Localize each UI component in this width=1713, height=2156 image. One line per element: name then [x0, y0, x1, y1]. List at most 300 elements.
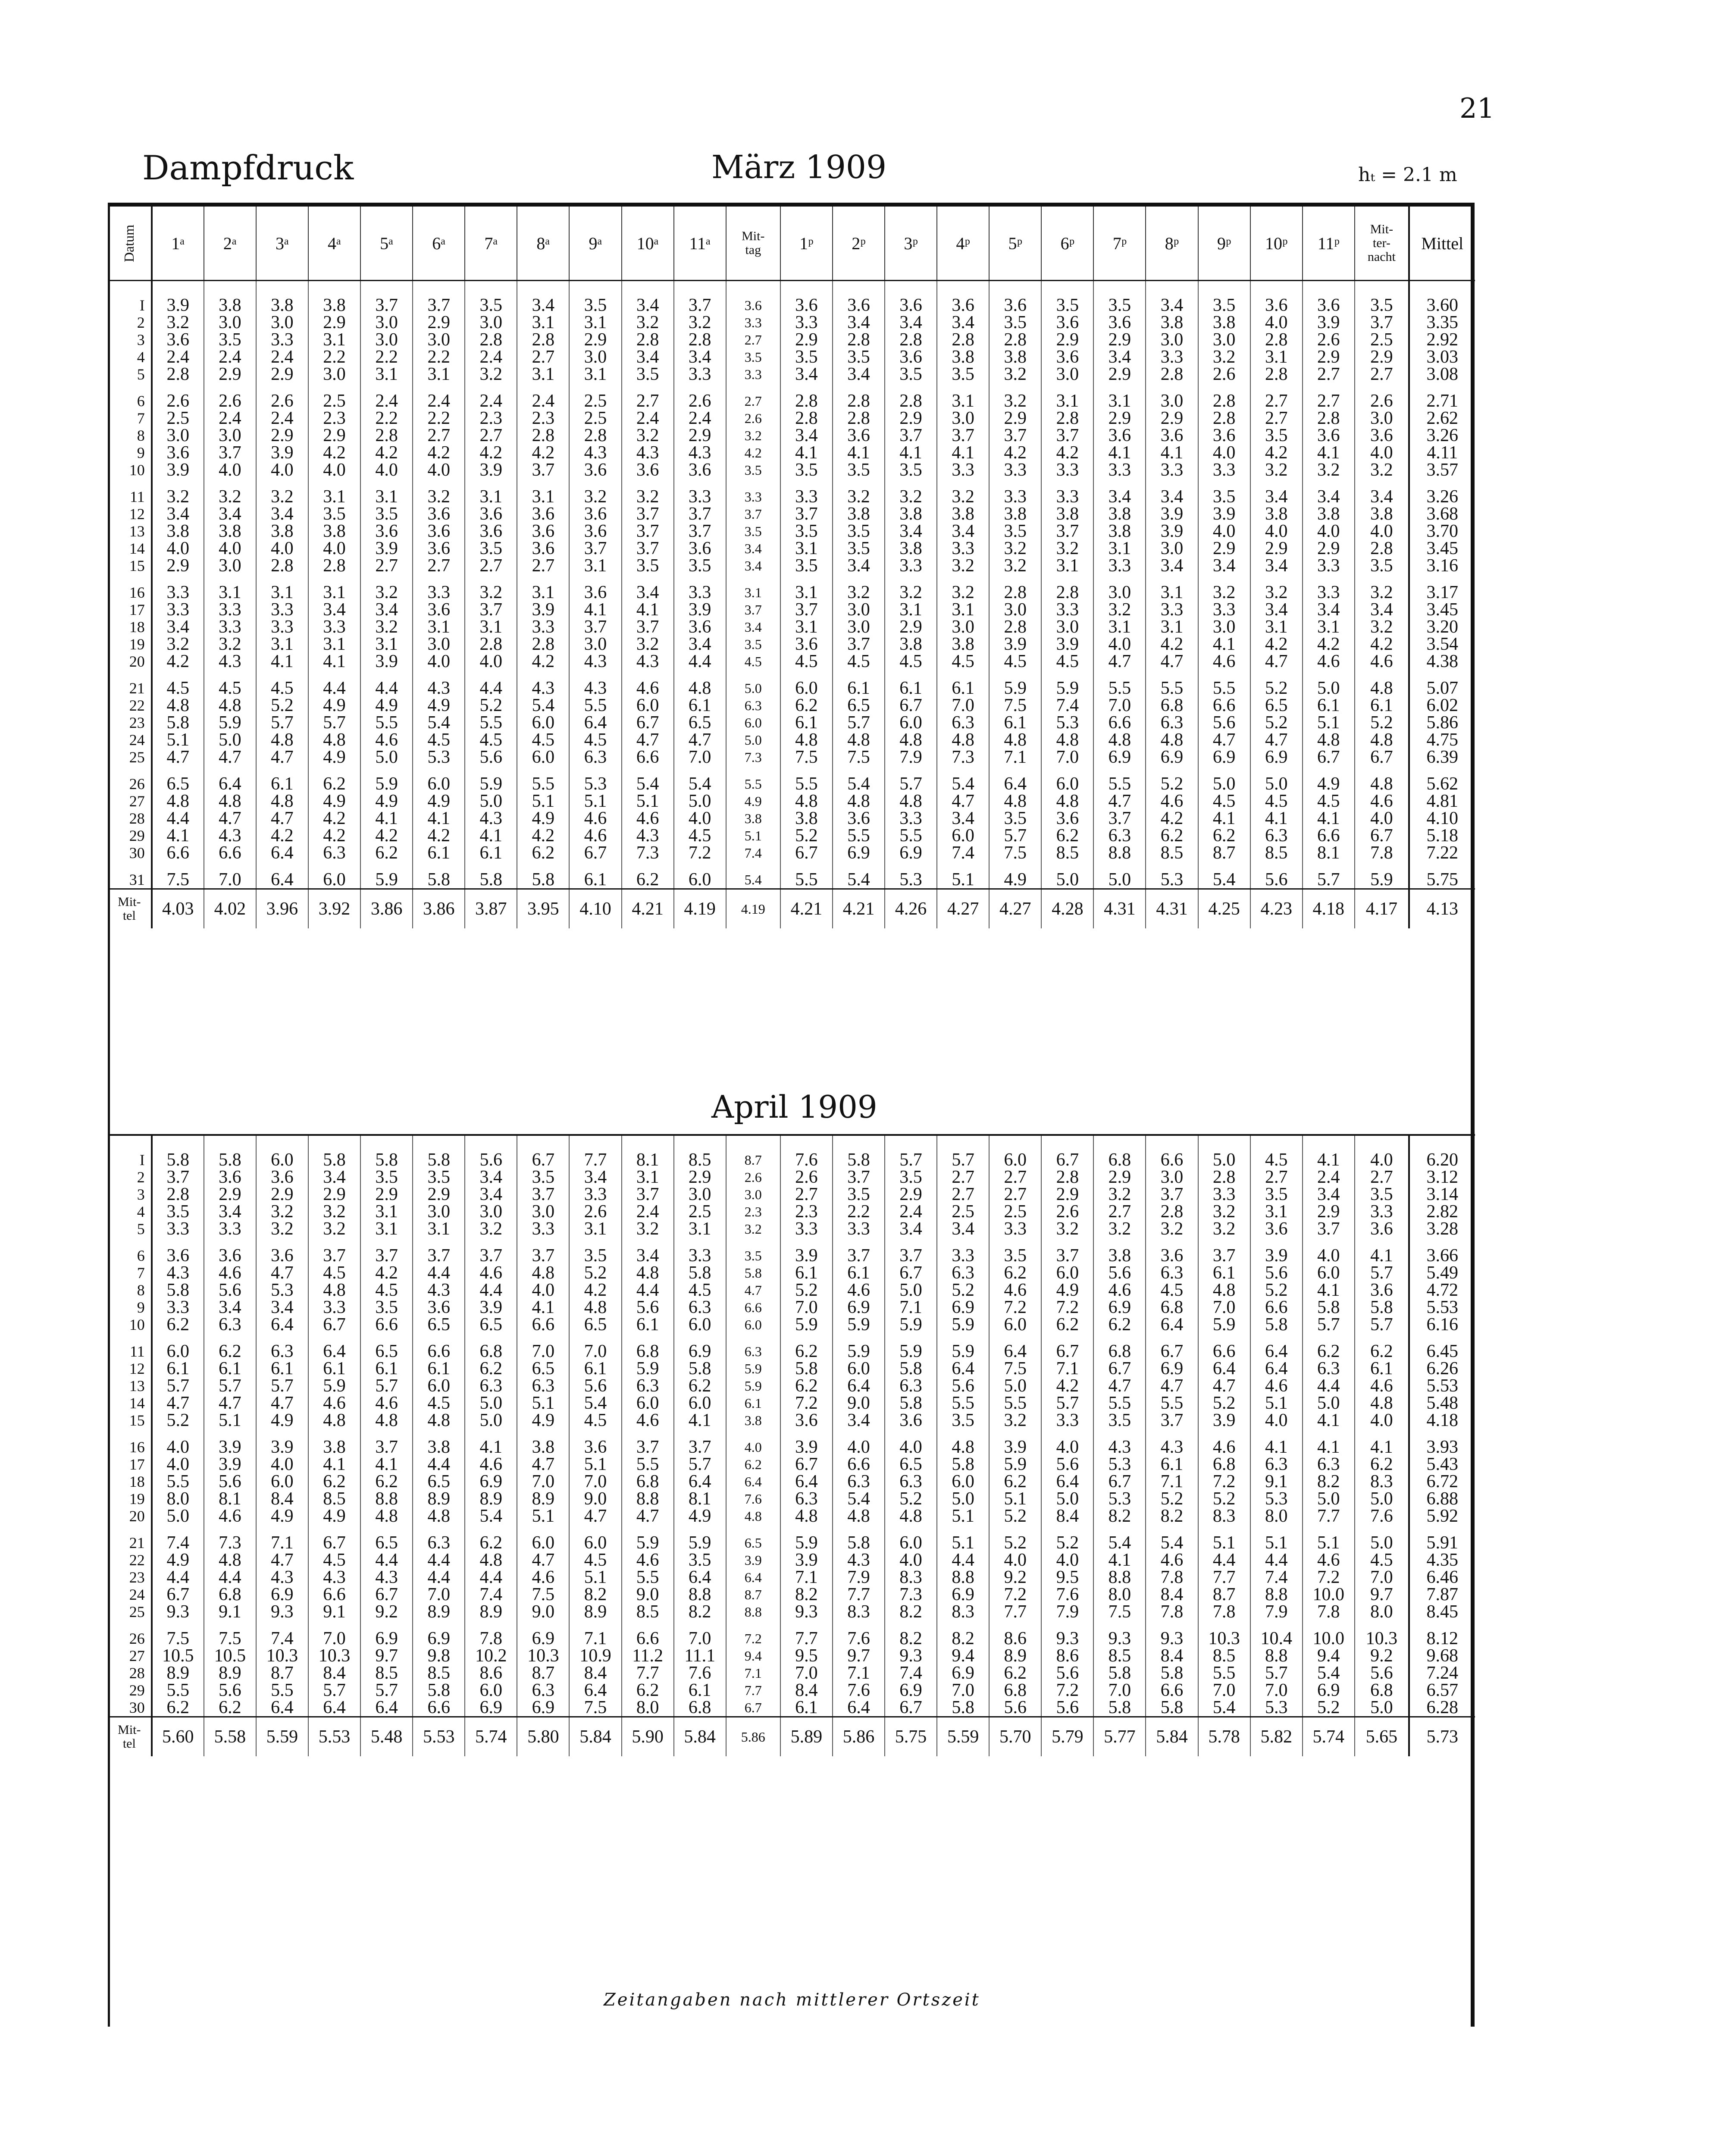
value-cell: 7.8 — [465, 1620, 517, 1647]
value-cell: 9.1 — [204, 1603, 256, 1620]
value-cell: 4.4 — [413, 1264, 465, 1282]
value-cell: 6.8 — [1093, 1135, 1146, 1169]
value-cell: 5.8 — [1303, 1299, 1355, 1316]
value-cell: 5.9 — [308, 1377, 360, 1395]
value-cell: 10.5 — [152, 1647, 204, 1664]
value-cell: 3.7 — [1303, 1220, 1355, 1238]
value-cell: 3.7 — [465, 601, 517, 618]
value-cell: 4.0 — [1250, 523, 1303, 540]
value-cell: 6.1 — [780, 1264, 833, 1282]
value-cell: 3.2 — [989, 366, 1041, 383]
value-cell: 3.2 — [1303, 461, 1355, 479]
day-mean-cell: 6.16 — [1426, 1316, 1458, 1333]
value-cell: 6.4 — [726, 1569, 780, 1586]
value-cell: 3.8 — [937, 505, 989, 523]
value-cell: 2.6 — [1041, 1203, 1093, 1220]
value-cell: 4.0 — [674, 810, 726, 827]
value-cell: 5.9 — [833, 1316, 885, 1333]
value-cell: 3.9 — [204, 1429, 256, 1456]
value-cell: 3.3 — [1041, 461, 1093, 479]
value-cell: 3.1 — [308, 479, 360, 505]
value-cell: 7.3 — [726, 749, 780, 766]
value-cell: 4.1 — [1198, 636, 1250, 653]
value-cell: 7.3 — [622, 844, 674, 862]
value-cell: 5.7 — [360, 1682, 413, 1699]
value-cell: 5.0 — [1198, 766, 1250, 793]
value-cell: 6.2 — [1303, 1333, 1355, 1360]
value-cell: 5.4 — [1198, 1699, 1250, 1717]
value-cell: 3.5 — [517, 1169, 569, 1186]
value-cell: 7.0 — [937, 697, 989, 714]
value-cell: 5.8 — [1355, 1299, 1409, 1316]
value-cell: 3.8 — [1041, 505, 1093, 523]
mittel-header: Mittel — [1409, 207, 1475, 281]
value-cell: 4.8 — [833, 793, 885, 810]
value-cell: 4.1 — [1303, 1282, 1355, 1299]
value-cell: 3.5 — [1093, 1412, 1146, 1429]
table-row — [108, 505, 1475, 523]
value-cell: 3.1 — [256, 636, 308, 653]
value-cell: 8.8 — [1250, 1647, 1303, 1664]
value-cell: 3.7 — [833, 636, 885, 653]
value-cell: 6.5 — [360, 1333, 413, 1360]
table-row — [108, 1377, 1475, 1395]
value-cell: 3.3 — [989, 479, 1041, 505]
value-cell: 3.1 — [1093, 618, 1146, 636]
value-cell: 3.6 — [152, 1238, 204, 1264]
value-cell: 8.8 — [1093, 1569, 1146, 1586]
value-cell: 3.4 — [937, 314, 989, 331]
value-cell: 3.2 — [833, 574, 885, 601]
value-cell: 5.0 — [1303, 1395, 1355, 1412]
value-cell: 3.4 — [937, 1220, 989, 1238]
value-cell: 5.8 — [1146, 1699, 1198, 1717]
value-cell: 3.0 — [308, 366, 360, 383]
value-cell: 3.0 — [1041, 366, 1093, 383]
value-cell: 5.4 — [833, 862, 885, 889]
value-cell: 6.9 — [1198, 749, 1250, 766]
value-cell: 5.4 — [674, 766, 726, 793]
value-cell: 3.0 — [569, 348, 621, 366]
value-cell: 5.5 — [1198, 1664, 1250, 1682]
value-cell: 6.0 — [885, 1525, 937, 1551]
value-cell: 6.2 — [1355, 1333, 1409, 1360]
value-cell: 3.8 — [1355, 505, 1409, 523]
value-cell: 2.4 — [465, 348, 517, 366]
value-cell: 8.9 — [413, 1490, 465, 1507]
value-cell: 3.7 — [413, 1238, 465, 1264]
value-cell: 6.2 — [204, 1333, 256, 1360]
value-cell: 6.8 — [674, 1699, 726, 1717]
value-cell: 3.4 — [833, 557, 885, 574]
value-cell: 3.9 — [674, 601, 726, 618]
value-cell: 10.3 — [308, 1647, 360, 1664]
value-cell: 5.0 — [1041, 862, 1093, 889]
value-cell: 4.1 — [360, 1456, 413, 1473]
value-cell: 3.7 — [1355, 314, 1409, 331]
value-cell: 5.1 — [204, 1412, 256, 1429]
value-cell: 4.8 — [780, 793, 833, 810]
value-cell: 2.7 — [413, 427, 465, 444]
value-cell: 6.2 — [780, 1377, 833, 1395]
table-row — [108, 766, 1475, 793]
value-cell: 3.5 — [989, 1238, 1041, 1264]
value-cell: 7.8 — [1303, 1603, 1355, 1620]
value-cell: 6.2 — [1041, 827, 1093, 844]
value-cell: 3.4 — [622, 574, 674, 601]
value-cell: 8.0 — [152, 1490, 204, 1507]
value-cell: 4.4 — [465, 1282, 517, 1299]
value-cell: 6.7 — [622, 714, 674, 731]
value-cell: 3.2 — [308, 1203, 360, 1220]
value-cell: 4.5 — [308, 1264, 360, 1282]
value-cell: 3.2 — [622, 636, 674, 653]
value-cell: 6.1 — [780, 714, 833, 731]
day-cell: 28 — [108, 810, 152, 827]
value-cell: 2.9 — [256, 366, 308, 383]
value-cell: 3.8 — [1146, 314, 1198, 331]
value-cell: 5.2 — [780, 827, 833, 844]
value-cell: 3.3 — [937, 540, 989, 557]
value-cell: 6.7 — [1355, 827, 1409, 844]
day-mean-cell: 5.07 — [1426, 678, 1458, 697]
value-cell: 5.4 — [1198, 862, 1250, 889]
value-cell: 6.1 — [833, 1264, 885, 1282]
value-cell: 3.3 — [674, 479, 726, 505]
value-cell: 2.8 — [937, 331, 989, 348]
value-cell: 7.5 — [989, 1360, 1041, 1377]
value-cell: 4.8 — [1303, 731, 1355, 749]
value-cell: 10.2 — [465, 1647, 517, 1664]
value-cell: 4.4 — [413, 1569, 465, 1586]
value-cell: 4.1 — [1355, 1429, 1409, 1456]
value-cell: 3.8 — [989, 505, 1041, 523]
value-cell: 3.9 — [1303, 314, 1355, 331]
hour-mean-cell: 4.03 — [152, 889, 204, 929]
value-cell: 5.8 — [1250, 1316, 1303, 1333]
table-row — [108, 383, 1475, 410]
hour-mean-cell: 5.77 — [1093, 1717, 1146, 1757]
value-cell: 3.6 — [569, 523, 621, 540]
value-cell: 4.5 — [1250, 793, 1303, 810]
value-cell: 3.6 — [569, 505, 621, 523]
value-cell: 4.8 — [256, 731, 308, 749]
value-cell: 2.9 — [1355, 348, 1409, 366]
hour-mean-cell: 5.84 — [569, 1717, 621, 1757]
value-cell: 3.2 — [937, 479, 989, 505]
value-cell: 7.2 — [989, 1299, 1041, 1316]
hour-mean-cell: 5.59 — [256, 1717, 308, 1757]
table-row — [108, 348, 1475, 366]
value-cell: 5.0 — [1303, 1490, 1355, 1507]
value-cell: 7.0 — [1355, 1569, 1409, 1586]
value-cell: 6.1 — [989, 714, 1041, 731]
value-cell: 3.1 — [1250, 1203, 1303, 1220]
value-cell: 4.5 — [152, 670, 204, 697]
table-row — [108, 601, 1475, 618]
value-cell: 5.8 — [308, 1135, 360, 1169]
value-cell: 6.6 — [413, 1699, 465, 1717]
value-cell: 6.9 — [937, 1664, 989, 1682]
value-cell: 8.4 — [1146, 1647, 1198, 1664]
value-cell: 8.2 — [569, 1586, 621, 1603]
value-cell: 2.4 — [152, 348, 204, 366]
value-cell: 5.3 — [885, 862, 937, 889]
value-cell: 5.5 — [152, 1473, 204, 1490]
value-cell: 3.5 — [885, 461, 937, 479]
value-cell: 4.6 — [465, 1456, 517, 1473]
value-cell: 6.5 — [360, 1525, 413, 1551]
day-mean-cell: 4.81 — [1426, 793, 1458, 810]
hour-header: 9ᵃ — [569, 207, 621, 281]
table-row — [108, 1412, 1475, 1429]
value-cell: 3.4 — [885, 314, 937, 331]
value-cell: 7.0 — [780, 1299, 833, 1316]
value-cell: 4.4 — [465, 1569, 517, 1586]
value-cell: 10.3 — [1355, 1620, 1409, 1647]
hour-mean-cell: 3.96 — [256, 889, 308, 929]
value-cell: 3.9 — [726, 1551, 780, 1569]
day-cell: 29 — [108, 827, 152, 844]
day-cell: 12 — [108, 1360, 152, 1377]
value-cell: 6.9 — [885, 1682, 937, 1699]
value-cell: 3.3 — [674, 574, 726, 601]
value-cell: 6.6 — [1303, 827, 1355, 844]
day-mean-cell: 7.22 — [1426, 844, 1458, 862]
value-cell: 6.8 — [1146, 1299, 1198, 1316]
value-cell: 4.0 — [1355, 1135, 1409, 1169]
value-cell: 5.2 — [1146, 1490, 1198, 1507]
value-cell: 7.2 — [1041, 1299, 1093, 1316]
day-cell: 23 — [108, 714, 152, 731]
value-cell: 3.8 — [1093, 505, 1146, 523]
value-cell: 8.2 — [1146, 1507, 1198, 1525]
hour-mean-cell: 4.10 — [569, 889, 621, 929]
value-cell: 3.5 — [1355, 557, 1409, 574]
value-cell: 3.8 — [937, 348, 989, 366]
value-cell: 6.0 — [413, 766, 465, 793]
value-cell: 5.5 — [569, 697, 621, 714]
hour-mean-cell: 4.02 — [204, 889, 256, 929]
value-cell: 4.8 — [308, 731, 360, 749]
value-cell: 3.4 — [622, 1238, 674, 1264]
value-cell: 6.4 — [833, 1377, 885, 1395]
value-cell: 6.7 — [1303, 749, 1355, 766]
value-cell: 10.3 — [517, 1647, 569, 1664]
value-cell: 3.8 — [726, 1412, 780, 1429]
value-cell: 4.1 — [413, 810, 465, 827]
day-cell: 21 — [108, 1525, 152, 1551]
value-cell: 5.7 — [204, 1377, 256, 1395]
header-row — [108, 207, 1475, 281]
value-cell: 5.6 — [204, 1282, 256, 1299]
value-cell: 3.3 — [256, 618, 308, 636]
value-cell: 4.0 — [256, 461, 308, 479]
value-cell: 4.8 — [152, 697, 204, 714]
value-cell: 4.0 — [1355, 1412, 1409, 1429]
day-mean-cell: 5.49 — [1426, 1264, 1458, 1282]
day-mean-cell: 3.93 — [1426, 1437, 1458, 1456]
value-cell: 6.4 — [569, 714, 621, 731]
value-cell: 4.3 — [360, 1569, 413, 1586]
value-cell: 3.4 — [1250, 557, 1303, 574]
hour-mean-cell: 5.86 — [833, 1717, 885, 1757]
value-cell: 8.2 — [780, 1586, 833, 1603]
value-cell: 3.0 — [1198, 618, 1250, 636]
value-cell: 2.7 — [1250, 410, 1303, 427]
value-cell: 2.5 — [569, 410, 621, 427]
value-cell: 3.0 — [360, 314, 413, 331]
value-cell: 6.5 — [885, 1456, 937, 1473]
value-cell: 3.8 — [413, 1429, 465, 1456]
day-cell: 26 — [108, 766, 152, 793]
value-cell: 4.5 — [1303, 793, 1355, 810]
value-cell: 4.6 — [465, 1264, 517, 1282]
value-cell: 3.3 — [1041, 479, 1093, 505]
value-cell: 8.1 — [204, 1490, 256, 1507]
value-cell: 4.3 — [622, 827, 674, 844]
value-cell: 5.7 — [885, 1135, 937, 1169]
value-cell: 9.2 — [360, 1603, 413, 1620]
value-cell: 5.0 — [1198, 1135, 1250, 1169]
value-cell: 5.3 — [1093, 1490, 1146, 1507]
value-cell: 3.1 — [1093, 383, 1146, 410]
day-mean-cell: 3.12 — [1426, 1169, 1458, 1186]
value-cell: 5.1 — [569, 793, 621, 810]
day-cell: 14 — [108, 540, 152, 557]
value-cell: 2.8 — [1041, 410, 1093, 427]
value-cell: 4.3 — [674, 444, 726, 461]
value-cell: 3.7 — [674, 1429, 726, 1456]
value-cell: 5.9 — [1041, 670, 1093, 697]
hour-header: 7ᵖ — [1093, 207, 1146, 281]
value-cell: 3.6 — [1041, 314, 1093, 331]
vapor-pressure-table-april — [108, 1134, 1475, 1756]
day-mean-cell: 7.87 — [1426, 1586, 1458, 1603]
value-cell: 4.8 — [780, 1507, 833, 1525]
value-cell: 6.6 — [622, 1620, 674, 1647]
value-cell: 5.6 — [1041, 1456, 1093, 1473]
value-cell: 4.6 — [1198, 653, 1250, 670]
hour-header: 8ᵃ — [517, 207, 569, 281]
table-row — [108, 1203, 1475, 1220]
value-cell: 3.1 — [517, 574, 569, 601]
value-cell: 3.6 — [1093, 314, 1146, 331]
value-cell: 7.0 — [413, 1586, 465, 1603]
value-cell: 4.4 — [308, 670, 360, 697]
value-cell: 6.1 — [256, 766, 308, 793]
value-cell: 3.1 — [465, 479, 517, 505]
value-cell: 8.5 — [1198, 1647, 1250, 1664]
value-cell: 9.5 — [1041, 1569, 1093, 1586]
value-cell: 4.8 — [1355, 731, 1409, 749]
value-cell: 6.1 — [413, 844, 465, 862]
value-cell: 5.1 — [1198, 1525, 1250, 1551]
value-cell: 3.3 — [885, 810, 937, 827]
value-cell: 6.0 — [569, 1525, 621, 1551]
value-cell: 4.8 — [833, 731, 885, 749]
value-cell: 2.9 — [1303, 540, 1355, 557]
value-cell: 8.5 — [1146, 844, 1198, 862]
value-cell: 4.8 — [1041, 731, 1093, 749]
value-cell: 5.2 — [1355, 714, 1409, 731]
value-cell: 6.0 — [780, 670, 833, 697]
table-row — [108, 653, 1475, 670]
value-cell: 2.6 — [256, 383, 308, 410]
value-cell: 4.1 — [885, 444, 937, 461]
value-cell: 2.8 — [1250, 366, 1303, 383]
day-cell: 13 — [108, 523, 152, 540]
hour-mean-cell: 4.27 — [937, 889, 989, 929]
value-cell: 6.0 — [413, 1377, 465, 1395]
value-cell: 6.4 — [726, 1473, 780, 1490]
table-row — [108, 714, 1475, 731]
value-cell: 3.6 — [1146, 1238, 1198, 1264]
value-cell: 3.9 — [256, 444, 308, 461]
day-cell: 8 — [108, 1282, 152, 1299]
value-cell: 3.2 — [674, 314, 726, 331]
value-cell: 2.9 — [1093, 331, 1146, 348]
day-cell: 3 — [108, 331, 152, 348]
value-cell: 2.7 — [517, 557, 569, 574]
value-cell: 7.0 — [937, 1682, 989, 1699]
value-cell: 6.4 — [833, 1699, 885, 1717]
table-row — [108, 1360, 1475, 1377]
value-cell: 4.1 — [256, 653, 308, 670]
table-row — [108, 827, 1475, 844]
value-cell: 4.8 — [256, 793, 308, 810]
value-cell: 5.9 — [360, 766, 413, 793]
value-cell: 2.7 — [1303, 366, 1355, 383]
value-cell: 4.5 — [833, 653, 885, 670]
value-cell: 4.0 — [152, 540, 204, 557]
value-cell: 3.2 — [1198, 574, 1250, 601]
hour-header: 1ᵖ — [780, 207, 833, 281]
value-cell: 3.0 — [256, 314, 308, 331]
value-cell: 4.1 — [1303, 1135, 1355, 1169]
hour-mean-cell: 5.86 — [726, 1717, 780, 1757]
value-cell: 9.3 — [885, 1647, 937, 1664]
value-cell: 8.8 — [1250, 1586, 1303, 1603]
value-cell: 4.6 — [1198, 1429, 1250, 1456]
value-cell: 2.8 — [1146, 366, 1198, 383]
value-cell: 3.0 — [674, 1186, 726, 1203]
value-cell: 2.5 — [937, 1203, 989, 1220]
value-cell: 3.1 — [308, 574, 360, 601]
value-cell: 4.9 — [152, 1551, 204, 1569]
value-cell: 3.6 — [360, 523, 413, 540]
value-cell: 3.7 — [465, 1238, 517, 1264]
day-mean-cell: 2.82 — [1426, 1203, 1458, 1220]
value-cell: 4.1 — [833, 444, 885, 461]
value-cell: 7.4 — [152, 1525, 204, 1551]
value-cell: 7.6 — [674, 1664, 726, 1682]
table-row — [108, 366, 1475, 383]
value-cell: 6.7 — [308, 1316, 360, 1333]
value-cell: 5.8 — [152, 714, 204, 731]
value-cell: 2.9 — [413, 1186, 465, 1203]
value-cell: 4.6 — [1355, 1377, 1409, 1395]
day-mean-cell: 6.39 — [1426, 749, 1458, 766]
value-cell: 3.6 — [780, 281, 833, 314]
value-cell: 2.7 — [413, 557, 465, 574]
value-cell: 6.3 — [1250, 827, 1303, 844]
day-cell: 29 — [108, 1682, 152, 1699]
value-cell: 7.0 — [674, 1620, 726, 1647]
value-cell: 6.6 — [413, 1333, 465, 1360]
value-cell: 8.3 — [1355, 1473, 1409, 1490]
hour-mean-cell: 5.74 — [1303, 1717, 1355, 1757]
